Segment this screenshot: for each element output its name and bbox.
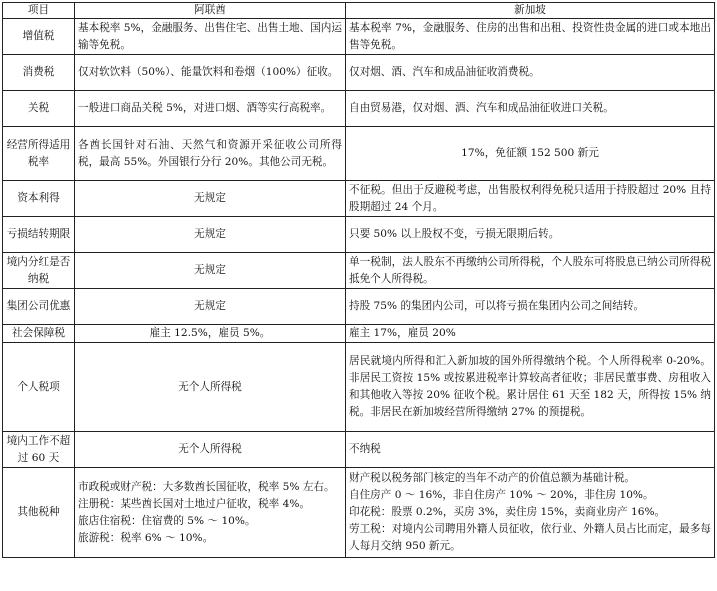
uae-cell: 无规定: [75, 217, 346, 253]
table-row-social-security: [3, 325, 715, 343]
uae-cell: 无规定: [75, 289, 346, 325]
table-row-loss-carryforward: [3, 217, 715, 253]
table-row-personal-tax: [3, 343, 715, 432]
singapore-other-line: 劳工税：对境内公司聘用外籍人员征收，依行业、外籍人员占比而定，最多每人每月交纳 950 新元。: [349, 523, 711, 552]
table-row-dividend-tax: [3, 253, 715, 289]
row-label: 社会保障税: [3, 325, 75, 343]
table-header-row: [3, 3, 715, 19]
table-row-short-term-work: [3, 432, 715, 468]
singapore-cell: 雇主 17%，雇员 20%: [346, 325, 715, 343]
uae-cell: 仅对软饮料（50%）、能量饮料和卷烟（100%）征收。: [75, 55, 346, 91]
uae-other-line: 注册税：某些酋长国对土地过户征收，税率 4%。: [78, 497, 311, 510]
uae-cell: 各酋长国针对石油、天然气和资源开采征收公司所得税，最高 55%。外国银行分行 20%。其他公司无税。: [75, 127, 346, 181]
singapore-cell: 只要 50% 以上股权不变，亏损无限期后转。: [346, 217, 715, 253]
header-uae: 阿联酋: [75, 3, 346, 19]
uae-other-line: 市政税或财产税：大多数酋长国征收，税率 5% 左右。: [78, 480, 335, 493]
uae-other-line: 旅店住宿税：住宿费的 5% ～ 10%。: [78, 514, 256, 527]
row-label: 其他税种: [3, 468, 75, 558]
row-label: 关税: [3, 91, 75, 127]
singapore-cell: 单一税制，法人股东不再缴纳公司所得税，个人股东可将股息已纳公司所得税抵免个人所得税。: [346, 253, 715, 289]
table-row-other-taxes: [3, 468, 715, 558]
table-row-group-relief: [3, 289, 715, 325]
tax-comparison-table: [2, 2, 715, 558]
table-row-vat: [3, 19, 715, 55]
row-label: 个人税项: [3, 343, 75, 432]
uae-cell: 无个人所得税: [75, 432, 346, 468]
row-label: 集团公司优惠: [3, 289, 75, 325]
row-label: 亏损结转期限: [3, 217, 75, 253]
singapore-cell: 自由贸易港，仅对烟、酒、汽车和成品油征收进口关税。: [346, 91, 715, 127]
table-row-capital-gains: [3, 181, 715, 217]
singapore-cell: 17%，免征额 152 500 新元: [346, 127, 715, 181]
singapore-cell: 持股 75% 的集团内公司，可以将亏损在集团内公司之间结转。: [346, 289, 715, 325]
singapore-cell: 不纳税: [346, 432, 715, 468]
uae-cell: [75, 468, 346, 558]
row-label: 增值税: [3, 19, 75, 55]
singapore-cell: 仅对烟、酒、汽车和成品油征收消费税。: [346, 55, 715, 91]
uae-cell: 无规定: [75, 253, 346, 289]
uae-cell: 雇主 12.5%，雇员 5%。: [75, 325, 346, 343]
row-label: 经营所得适用税率: [3, 127, 75, 181]
uae-cell: 基本税率 5%，金融服务、出售住宅、出售土地、国内运输等免税。: [75, 19, 346, 55]
row-label: 境内分红是否纳税: [3, 253, 75, 289]
header-item: 项目: [3, 3, 75, 19]
singapore-other-line: 自住房产 0 ～ 16%，非自住房产 10% ～ 20%，非住房 10%。: [349, 489, 654, 501]
singapore-cell: 不征税。但出于反避税考虑，出售股权利得免税只适用于持股超过 20% 且持股期超过 24 个月。: [346, 181, 715, 217]
singapore-other-line: 印花税：股票 0.2%，买房 3%，卖住房 15%，卖商业房产 16%。: [349, 506, 666, 518]
row-label: 消费税: [3, 55, 75, 91]
table-row-business-income-rate: [3, 127, 715, 181]
row-label: 资本利得: [3, 181, 75, 217]
singapore-cell: 居民就境内所得和汇入新加坡的国外所得缴纳个税。个人所得税率 0-20%。非居民工资按 15% 或按累进税率计算较高者征收；非居民董事费、房租收入和其他收入等按 20% 征收个税。累计居住 61 天至 182 天，所得按 15% 纳税。非居民在新加坡经营所得缴纳 27% 的预提税。: [346, 343, 715, 432]
table-row-tariff: [3, 91, 715, 127]
singapore-other-line: 财产税以税务部门核定的当年不动产的价值总额为基础计税。: [349, 472, 636, 484]
uae-cell: 无个人所得税: [75, 343, 346, 432]
uae-cell: 无规定: [75, 181, 346, 217]
singapore-cell: 基本税率 7%，金融服务、住房的出售和出租、投资性贵金属的进口或本地出售等免税。: [346, 19, 715, 55]
uae-cell: 一般进口商品关税 5%，对进口烟、酒等实行高税率。: [75, 91, 346, 127]
header-singapore: 新加坡: [346, 3, 715, 19]
uae-other-line: 旅游税：税率 6% ～ 10%。: [78, 531, 214, 544]
singapore-cell: [346, 468, 715, 558]
table-row-consumption-tax: [3, 55, 715, 91]
row-label: 境内工作不超过 60 天: [3, 432, 75, 468]
